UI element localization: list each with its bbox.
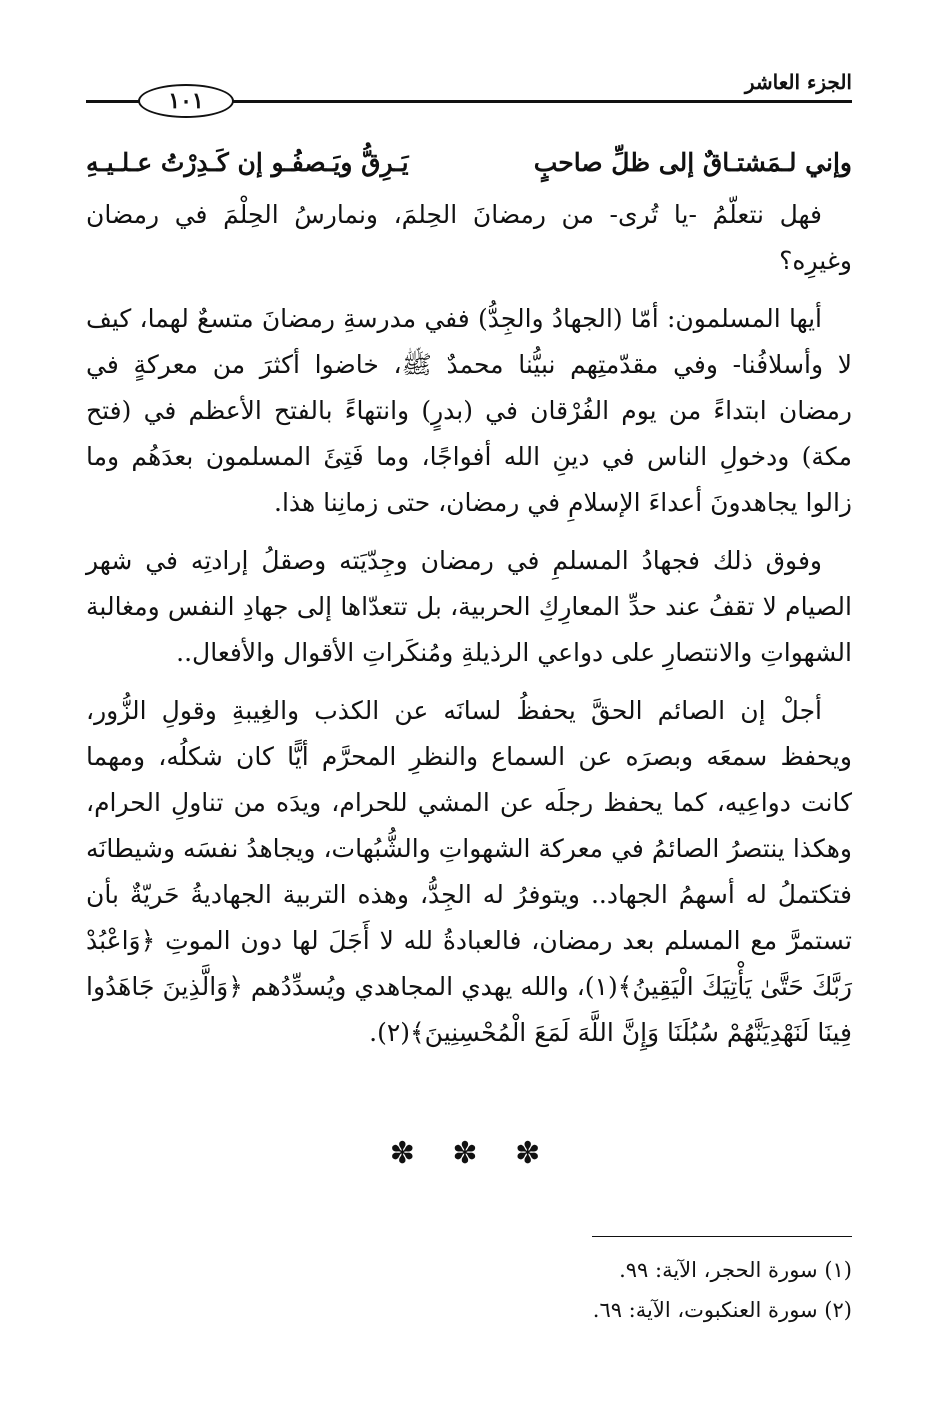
footnote: (١) سورة الحجر، الآية: ٩٩. xyxy=(619,1258,852,1282)
chapter-title: الجزء العاشر xyxy=(744,70,852,94)
paragraph: وفوق ذلك فجهادُ المسلمِ في رمضان وجِدّيَته وصقلُ إرادتِه في شهر الصيام لا تقفُ عند حدِّ المعارِكِ الحربية، بل تتعدّاها إلى جهادِ النفس ومغالبة الشهواتِ والانتصارِ على دواعي الرذيلةِ ومُنكَراتِ الأقوال والأفعال.. xyxy=(86,546,852,667)
paragraph: أيها المسلمون: أمّا (الجهادُ والجِدُّ) ففي مدرسةِ رمضانَ متسعٌ لهما، كيف لا وأسلافُنا- وفي مقدّمتِهم نبيُّنا محمدٌ ﷺ، خاضوا أكثرَ من معركةٍ في رمضان ابتداءً من يوم الفُرْقان في (بدرٍ) وانتهاءً بالفتح الأعظم في (فتح مكة) ودخولِ الناس في دينِ الله أفواجًا، وما فَتِئَ المسلمون بعدَهُم وما زالوا يجاهدونَ أعداءَ الإسلامِ في رمضان، حتى زمانِنا هذا. xyxy=(86,304,852,517)
poem-hemistich-second: يَـرِقُّ ويَـصفُـو إن كَـدِرْتُ عـلـيـهِ xyxy=(86,148,409,177)
paragraph: فهل نتعلّمُ -يا تُرى- من رمضانَ الحِلمَ، ونمارسُ الحِلْمَ في رمضان وغيرِه؟ xyxy=(86,200,852,275)
paragraph: أجلْ إن الصائم الحقَّ يحفظُ لسانَه عن الكذب والغِيبةِ وقولِ الزُّور، ويحفظ سمعَه وبصرَه عن السماع والنظرِ المحرَّم أيًّا كان شكلُه، ومهما كانت دواعِيه، كما يحفظ رجلَه عن المشي للحرام، ويدَه من تناولِ الحرام، وهكذا ينتصرُ الصائمُ في معركة الشهواتِ والشُّبُهات، ويجاهدُ نفسَه وشيطانَه فتكتملُ له أسهمُ الجهاد.. ويتوفرُ له الجِدُّ، وهذه التربية الجهاديةُ حَريّةٌ بأن تستمرَّ مع المسلم بعد رمضان، فالعبادةُ لله لا أَجَلَ لها دون الموتِ ﴿وَاعْبُدْ رَبَّكَ حَتَّىٰ يَأْتِيَكَ الْيَقِينُ﴾(١)، والله يهدي المجاهدي ويُسدِّدُهم ﴿وَالَّذِينَ جَاهَدُوا فِينَا لَنَهْدِيَنَّهُمْ سُبُلَنَا وَإِنَّ اللَّهَ لَمَعَ الْمُحْسِنِينَ﴾(٢). xyxy=(86,696,852,1047)
body-text xyxy=(86,140,852,1068)
footnotes xyxy=(92,1250,852,1330)
section-separator-icon: ✽ ✽ ✽ xyxy=(389,1136,555,1171)
poem-verse xyxy=(86,140,852,186)
footnote-rule xyxy=(592,1236,852,1237)
page-number: ١٠١ xyxy=(138,84,234,118)
footnote: (٢) سورة العنكبوت، الآية: ٦٩. xyxy=(592,1298,852,1322)
poem-hemistich-first: وإني لـمَشتـاقٌ إلى ظلِّ صاحبٍ xyxy=(533,148,852,177)
